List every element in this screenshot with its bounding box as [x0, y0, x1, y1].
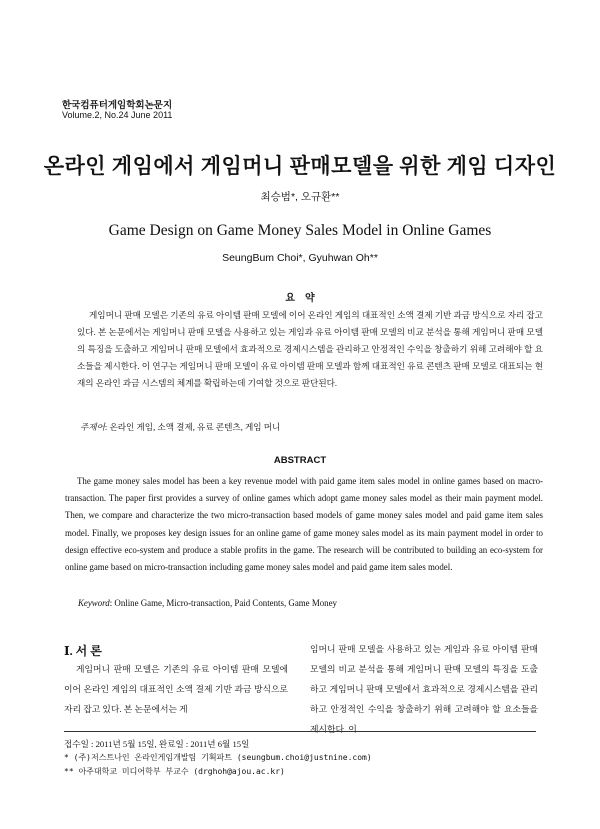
journal-name: 한국컴퓨터게임학회논문지 — [62, 100, 173, 111]
section-title: Ⅰ. 서 론 — [64, 644, 102, 658]
keywords-english-label: Keyword — [78, 598, 110, 608]
keywords-english — [78, 598, 337, 608]
abstract-english-heading: ABSTRACT — [273, 455, 327, 466]
journal-volume: Volume.2, No.24 June 2011 — [62, 110, 173, 120]
keywords-korean-list: : 온라인 게임, 소액 결제, 유료 콘텐츠, 게임 머니 — [104, 422, 281, 432]
abstract-korean-heading: 요약 — [285, 293, 325, 304]
body-left-column: 게임머니 판매 모델은 기존의 유료 아이템 판매 모델에 이어 온라인 게임의 대표적인 소액 결제 기반 과금 방식으로 자리 잡고 있다. 본 논문에서는 게 — [64, 664, 288, 714]
keywords-korean-label: 주제어 — [80, 422, 105, 432]
footnote-received-date: 접수일 : 2011년 5월 15일, 완료일 : 2011년 6월 15일 — [64, 739, 250, 749]
footnote-author-1: * (주)저스트나인 온라인게임개발팀 기획파트 (seungbum.choi@justnine.com) — [64, 753, 372, 762]
keywords-korean — [80, 421, 280, 433]
abstract-korean-text: 게임머니 판매 모델은 기존의 유료 아이템 판매 모델에 이어 온라인 게임의 대표적인 소액 결제 기반 과금 방식으로 자리 잡고 있다. 본 논문에서는 게임머니 판매 모델을 사용하고 있는 게임과 유료 아이템 판매 모델의 비교 분석을 통해 게임머니 판매 모델의 특징을 도출하고 게임머니 판매 모델에서 효과적으로 경제시스템을 관리하고 안정적인 수익을 창출하기 위해 고려해야 할 요소들을 제시한다. 이 연구는 게임머니 판매 모델이 유료 아이템 판매 모델과 함께 대표적인 유료 콘텐츠 판매 모델로 대표되는 현재의 온라인 과금 시스템의 체계를 확립하는데 기여할 것으로 판단된다. — [77, 310, 543, 388]
footnote-author-2: ** 아주대학교 미디어학부 부교수 (drghoh@ajou.ac.kr) — [64, 767, 285, 776]
keywords-english-list: : Online Game, Micro-transaction, Paid Contents, Game Money — [109, 598, 337, 608]
title-english: Game Design on Game Money Sales Model in Online Games — [108, 222, 492, 239]
authors-korean: 최승범*, 오규환** — [260, 191, 340, 203]
body-right-column: 임머니 판매 모델을 사용하고 있는 게임과 유료 아이템 판매 모델의 비교 분석을 통해 게임머니 판매 모델의 특징을 도출하고 게임머니 판매 모델에서 효과적으로 경제시스템을 관리하고 안정적인 수익을 창출하기 위해 고려해야 할 요소들을 제시한다. 이 — [310, 644, 538, 734]
title-korean: 온라인 게임에서 게임머니 판매모델을 위한 게임 디자인 — [43, 154, 557, 178]
authors-english: SeungBum Choi*, Gyuhwan Oh** — [222, 252, 378, 264]
abstract-english-text: The game money sales model has been a key revenue model with paid game item sales model in online games based on macro-transaction. The paper first provides a survey of online games which adopt game money sales model as their main payment model. Then, we compare and characterize the two micro-transaction based models of game money sales model and paid game item sales model. Finally, we proposes key design issues for an online game of game money sales model as its main payment model in order to design effective eco-system and produce a stable profits in the game. The research will be contributed to building an eco-system for online game based on micro-transaction including game money sales model and paid game item sales model. — [65, 476, 543, 573]
footnote-divider — [64, 731, 536, 732]
